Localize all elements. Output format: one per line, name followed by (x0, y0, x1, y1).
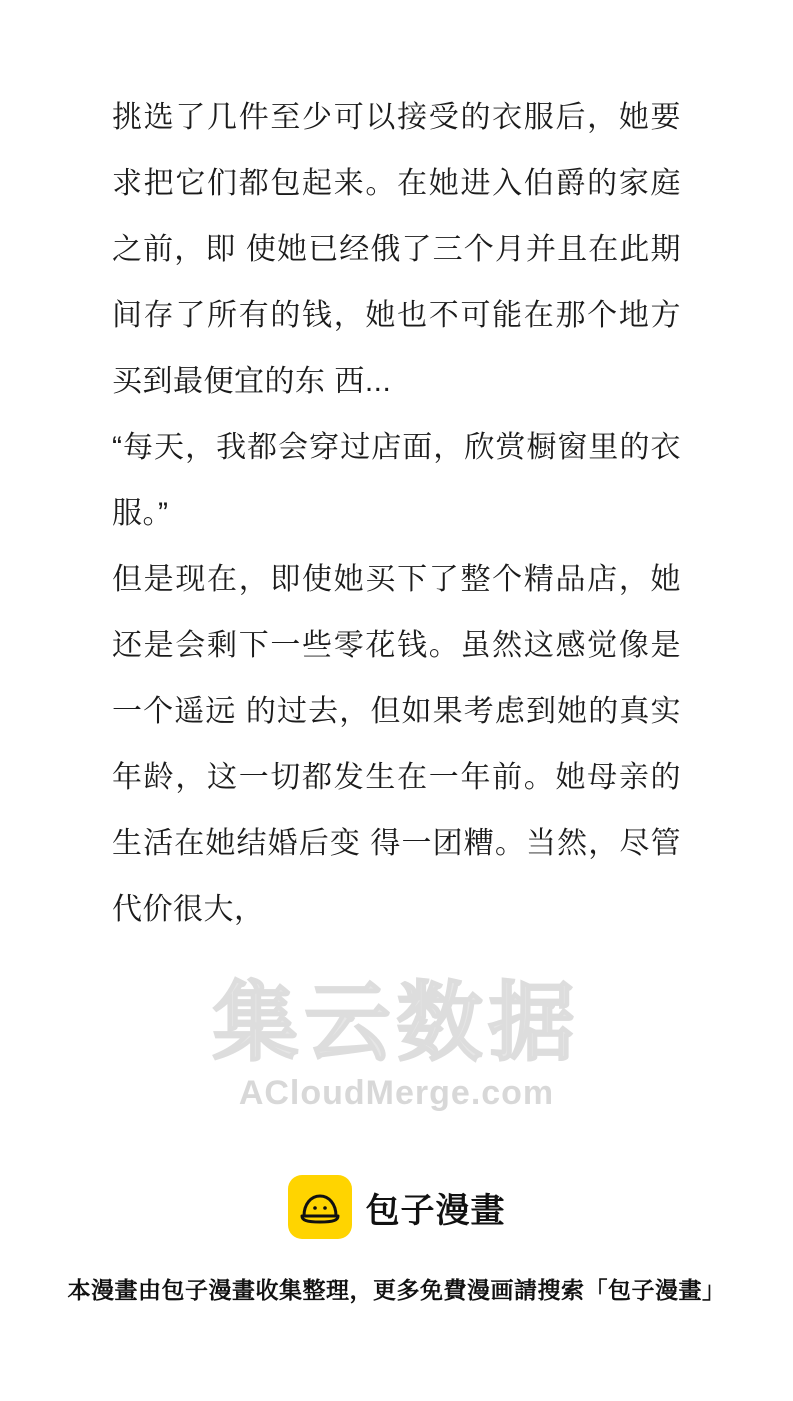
footer-note: 本漫畫由包子漫畫收集整理，更多免費漫画請搜索「包子漫畫」 (67, 1277, 726, 1303)
brand-name: 包子漫畫 (365, 1191, 506, 1230)
watermark (0, 975, 793, 1113)
brand-footer (0, 1175, 793, 1239)
paragraph-1: 挑选了几件至少可以接受的衣服后，她要求把它们都包起来。在她进入伯爵的家庭之前，即 使她已经俄了三个月并且在此期间存了所有的钱，她也不可能在那个地方买到最便宜的东 西... (112, 101, 681, 398)
baozi-bun-icon (288, 1175, 352, 1239)
paragraph-3: 但是现在，即使她买下了整个精品店，她还是会剩下一些零花钱。虽然这感觉像是一个遥远 的过去，但如果考虑到她的真实年龄，这一切都发生在一年前。她母亲的生活在她结婚后变 得一团糟。当然，尽管代价很大， (112, 563, 681, 926)
paragraph-2: “每天，我都会穿过店面，欣赏橱窗里的衣服。” (112, 431, 681, 530)
watermark-english-text: ACloudMerge.com (238, 1074, 555, 1112)
watermark-chinese-text: 集云数据 (212, 975, 581, 1071)
